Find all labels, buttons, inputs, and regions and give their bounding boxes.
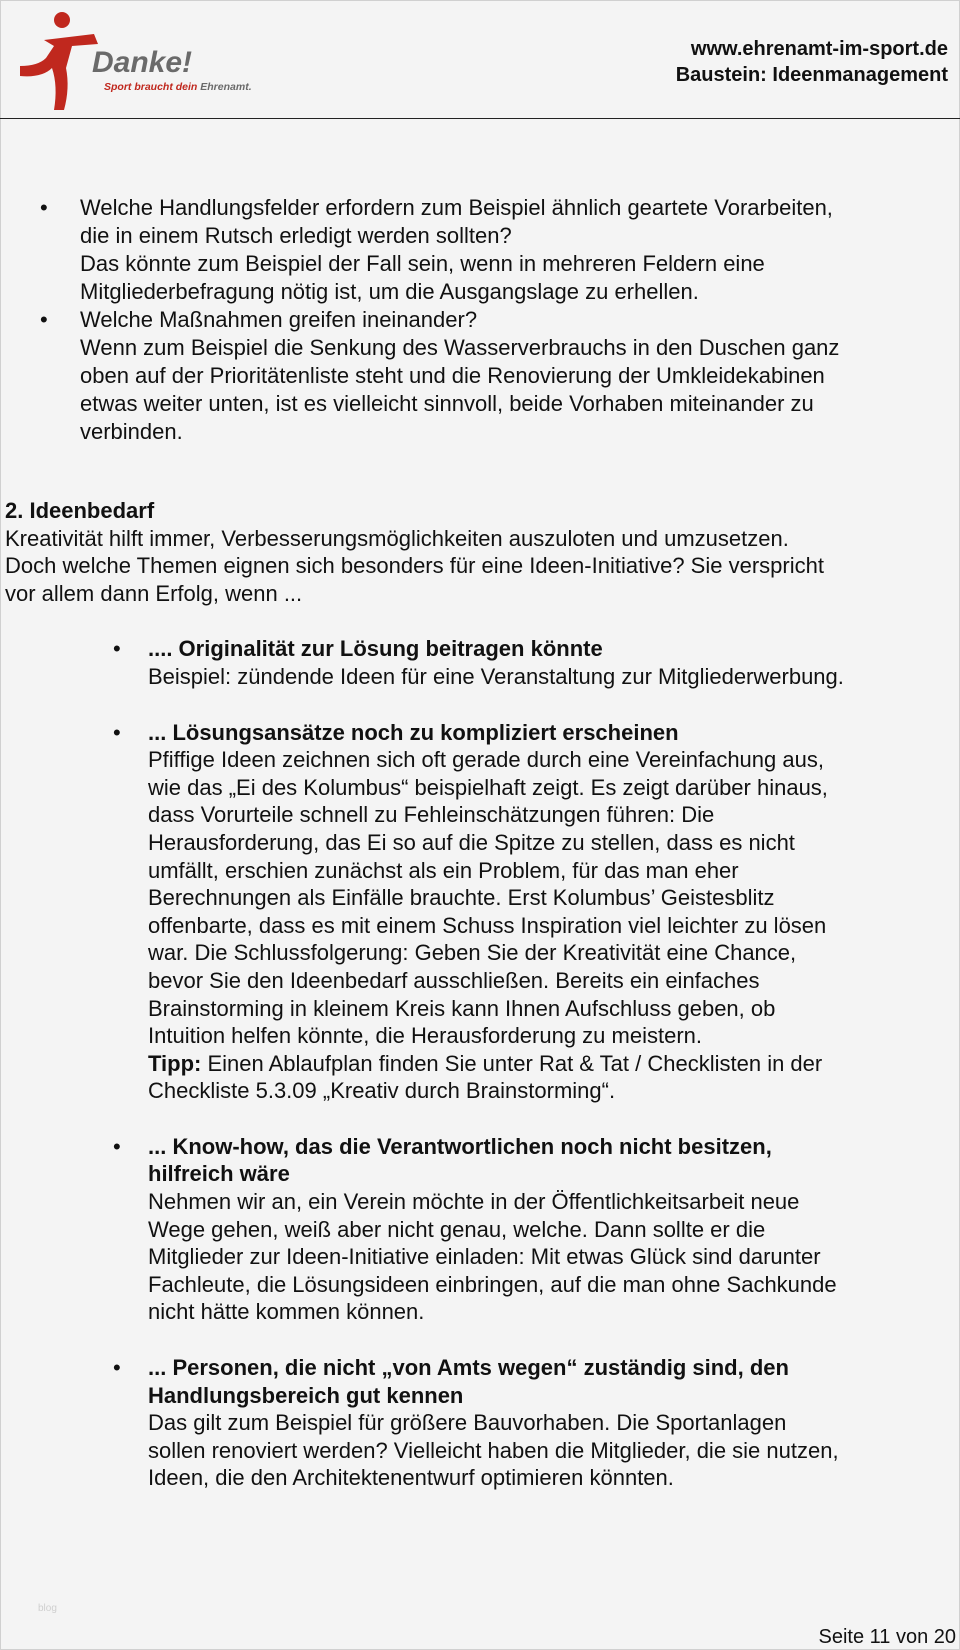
- bullet-icon: •: [40, 307, 48, 332]
- text-line: etwas weiter unten, ist es vielleicht sinnvoll, beide Vorhaben miteinander zu: [80, 391, 814, 416]
- list-item: [0, 1133, 960, 1326]
- text-line: [148, 857, 960, 885]
- list-item: [0, 194, 960, 306]
- tip-label: Tipp:: [148, 1050, 202, 1076]
- section-2-list: [5, 635, 960, 1492]
- item-heading: ... Personen, die nicht „von Amts wegen“ zuständig sind, den: [148, 1355, 789, 1381]
- line-text: Fachleute, die Lösungsideen einbringen, auf die man ohne Sachkunde: [148, 1271, 837, 1297]
- line-text: Checkliste 5.3.09 „Kreativ durch Brainstorming“.: [148, 1078, 616, 1104]
- text-line: Doch welche Themen eignen sich besonders für eine Ideen-Initiative? Sie verspricht: [5, 553, 824, 579]
- item-heading: hilfreich wäre: [148, 1161, 290, 1187]
- text-line: [148, 912, 960, 940]
- text-line: Wenn zum Beispiel die Senkung des Wasserverbrauchs in den Duschen ganz: [80, 335, 840, 360]
- item-heading: ... Know-how, das die Verantwortlichen noch nicht besitzen,: [148, 1133, 772, 1159]
- line-text: wie das „Ei des Kolumbus“ beispielhaft zeigt. Es zeigt darüber hinaus,: [148, 774, 828, 800]
- text-line: [148, 1464, 960, 1492]
- text-line: verbinden.: [80, 419, 183, 444]
- text-line: [148, 663, 960, 691]
- bullet-icon: •: [113, 1355, 121, 1381]
- watermark: blog: [38, 1603, 57, 1614]
- site-url: www.ehrenamt-im-sport.de: [690, 38, 948, 60]
- text-line: [148, 884, 960, 912]
- header-divider: [0, 118, 960, 119]
- text-line: [148, 1050, 960, 1078]
- text-line: [148, 1077, 960, 1105]
- item-heading: ... Lösungsansätze noch zu kompliziert erscheinen: [148, 719, 679, 745]
- text-line: [148, 1298, 960, 1326]
- section-intro: [5, 525, 960, 608]
- line-text: Herausforderung, das Ei so auf die Spitze zu stellen, dass es nicht: [148, 829, 795, 855]
- line-text: Wege gehen, weiß aber nicht genau, welche. Dann sollte er die: [148, 1216, 766, 1242]
- header-info: [676, 36, 948, 88]
- list-item: [0, 306, 960, 446]
- list-item: [0, 719, 960, 1105]
- logo-title: Danke!: [92, 46, 193, 79]
- line-text: sollen renoviert werden? Vielleicht haben die Mitglieder, die sie nutzen,: [148, 1437, 839, 1463]
- text-line: [148, 967, 960, 995]
- text-line: [148, 1243, 960, 1271]
- text-line: [148, 1409, 960, 1437]
- text-line: [148, 1188, 960, 1216]
- text-line: vor allem dann Erfolg, wenn ...: [5, 580, 303, 606]
- line-text: Berechnungen als Einfälle brauchte. Erst Kolumbus’ Geistesblitz: [148, 885, 775, 911]
- line-text: nicht hätte kommen können.: [148, 1299, 425, 1325]
- line-text: Mitglieder zur Ideen-Initiative einladen: Mit etwas Glück sind darunter: [148, 1244, 821, 1270]
- list-item: [0, 635, 960, 690]
- document-body: [0, 194, 960, 1492]
- text-line: die in einem Rutsch erledigt werden sollten?: [80, 223, 512, 248]
- text-line: [148, 774, 960, 802]
- bullet-icon: •: [113, 1133, 121, 1159]
- text-line: Welche Maßnahmen greifen ineinander?: [80, 307, 478, 332]
- section-2: [0, 497, 960, 1492]
- line-text: Brainstorming in kleinem Kreis kann Ihnen Aufschluss geben, ob: [148, 995, 776, 1021]
- text-line: [148, 1022, 960, 1050]
- text-line: Das könnte zum Beispiel der Fall sein, wenn in mehreren Feldern eine: [80, 251, 765, 276]
- line-text: Intuition helfen könnte, die Herausforderung zu meistern.: [148, 1023, 702, 1049]
- danke-logo: [14, 6, 294, 111]
- line-text: Einen Ablaufplan finden Sie unter Rat & Tat / Checklisten in der: [201, 1050, 823, 1076]
- line-text: Das gilt zum Beispiel für größere Bauvorhaben. Die Sportanlagen: [148, 1410, 787, 1436]
- line-text: offenbarte, dass es mit einem Schuss Inspiration viel leichter zu lösen: [148, 912, 827, 938]
- text-line: oben auf der Prioritätenliste steht und die Renovierung der Umkleidekabinen: [80, 363, 825, 388]
- bullet-icon: •: [113, 719, 121, 745]
- svg-text:Sport braucht dein Ehrenamt.: Sport braucht dein Ehrenamt.: [104, 81, 252, 93]
- bullet-icon: •: [113, 636, 121, 662]
- line-text: Nehmen wir an, ein Verein möchte in der Öffentlichkeitsarbeit neue: [148, 1189, 800, 1215]
- list-item: [0, 1354, 960, 1492]
- text-line: [148, 1271, 960, 1299]
- line-text: umfällt, erschien zunächst als ein Problem, für das man eher: [148, 857, 739, 883]
- item-heading: Handlungsbereich gut kennen: [148, 1382, 464, 1408]
- text-line: [148, 801, 960, 829]
- module-title: Baustein: Ideenmanagement: [675, 64, 948, 86]
- section-1-list: [0, 194, 960, 446]
- page-number: Seite 11 von 20: [818, 1626, 956, 1648]
- text-line: [148, 829, 960, 857]
- text-line: Mitgliederbefragung nötig ist, um die Ausgangslage zu erhellen.: [80, 279, 699, 304]
- text-line: [148, 1216, 960, 1244]
- item-heading: .... Originalität zur Lösung beitragen könnte: [148, 636, 603, 662]
- line-text: dass Vorurteile schnell zu Fehleinschätzungen führen: Die: [148, 802, 715, 828]
- bullet-icon: •: [40, 195, 48, 220]
- text-line: [148, 1437, 960, 1465]
- section-heading: 2. Ideenbedarf: [5, 498, 155, 523]
- text-line: Welche Handlungsfelder erfordern zum Beispiel ähnlich geartete Vorarbeiten,: [80, 195, 833, 220]
- text-line: [148, 995, 960, 1023]
- line-text: bevor Sie den Ideenbedarf ausschließen. Bereits ein einfaches: [148, 967, 760, 993]
- text-line: [148, 746, 960, 774]
- text-line: [148, 939, 960, 967]
- line-text: Beispiel: zündende Ideen für eine Veranstaltung zur Mitgliederwerbung.: [148, 663, 844, 689]
- line-text: Ideen, die den Architektenentwurf optimieren könnten.: [148, 1465, 674, 1491]
- text-line: Kreativität hilft immer, Verbesserungsmöglichkeiten auszuloten und umzusetzen.: [5, 525, 789, 551]
- line-text: Pfiffige Ideen zeichnen sich oft gerade durch eine Vereinfachung aus,: [148, 747, 824, 773]
- line-text: war. Die Schlussfolgerung: Geben Sie der Kreativität eine Chance,: [148, 940, 797, 966]
